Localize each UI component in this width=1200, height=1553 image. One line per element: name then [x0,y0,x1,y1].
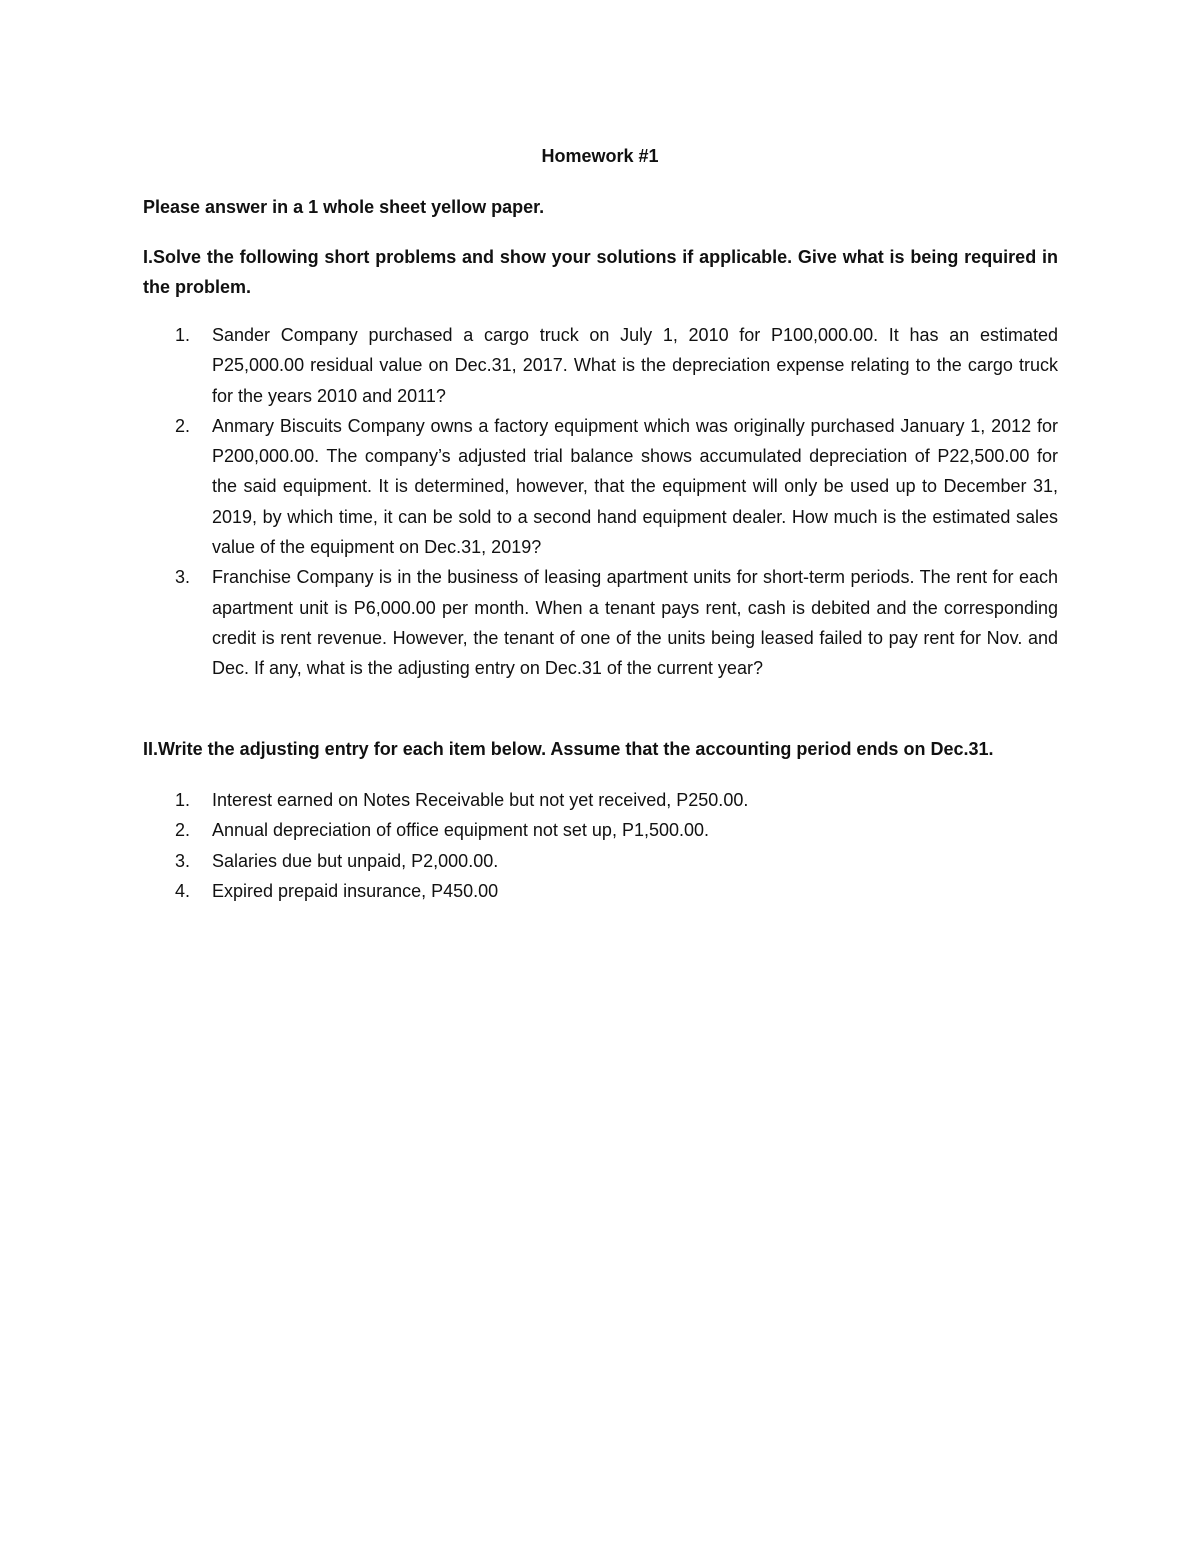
section-one-list [143,320,1058,684]
item-number: 1. [175,790,191,810]
item-text: Anmary Biscuits Company owns a factory equipment which was originally purchased January 1, 2012 for P200,000.00. The company’s adjusted trial balance shows accumulated depreciation of P22,500.00 for the said equipment. It is determined, however, that the equipment will only be used up to December 31, 2019, by which time, it can be sold to a second hand equipment dealer. How much is the estimated sales value of the equipment on Dec.31, 2019? [212,415,1058,558]
list-item [143,785,1058,815]
list-item [143,846,1058,876]
instruction-text: Please answer in a 1 whole sheet yellow paper. [143,197,545,217]
section-two-heading: II.Write the adjusting entry for each item below. Assume that the accounting period ends on Dec.31. [143,739,994,759]
list-item [143,320,1058,411]
item-number: 3. [175,567,191,588]
item-number: 1. [175,325,191,345]
list-item [143,815,1058,845]
item-text: Sander Company purchased a cargo truck on July 1, 2010 for P100,000.00. It has an estimated P25,000.00 residual value on Dec.31, 2017. What is the depreciation expense relating to the cargo truck for the years 2010 and 2011? [212,325,1058,406]
list-item [143,411,1058,562]
section-two-list [143,785,1058,906]
page-title: Homework #1 [541,146,659,166]
item-number: 4. [175,880,191,901]
list-item [143,562,1058,683]
section-one-heading: I.Solve the following short problems and show your solutions if applicable. Give what is being required in the problem. [143,247,1058,297]
item-text: Salaries due but unpaid, P2,000.00. [212,850,499,871]
list-item [143,876,1058,906]
item-text: Annual depreciation of office equipment not set up, P1,500.00. [212,820,710,841]
item-number: 3. [175,850,191,871]
item-text: Franchise Company is in the business of leasing apartment units for short-term periods. The rent for each apartment unit is P6,000.00 per month. When a tenant pays rent, cash is debited and the corresponding credit is rent revenue. However, the tenant of one of the units being leased failed to pay rent for Nov. and Dec. If any, what is the adjusting entry on Dec.31 of the current year? [212,567,1058,679]
item-text: Interest earned on Notes Receivable but not yet received, P250.00. [212,790,749,810]
item-text: Expired prepaid insurance, P450.00 [212,880,499,901]
item-number: 2. [175,415,191,436]
item-number: 2. [175,820,191,841]
